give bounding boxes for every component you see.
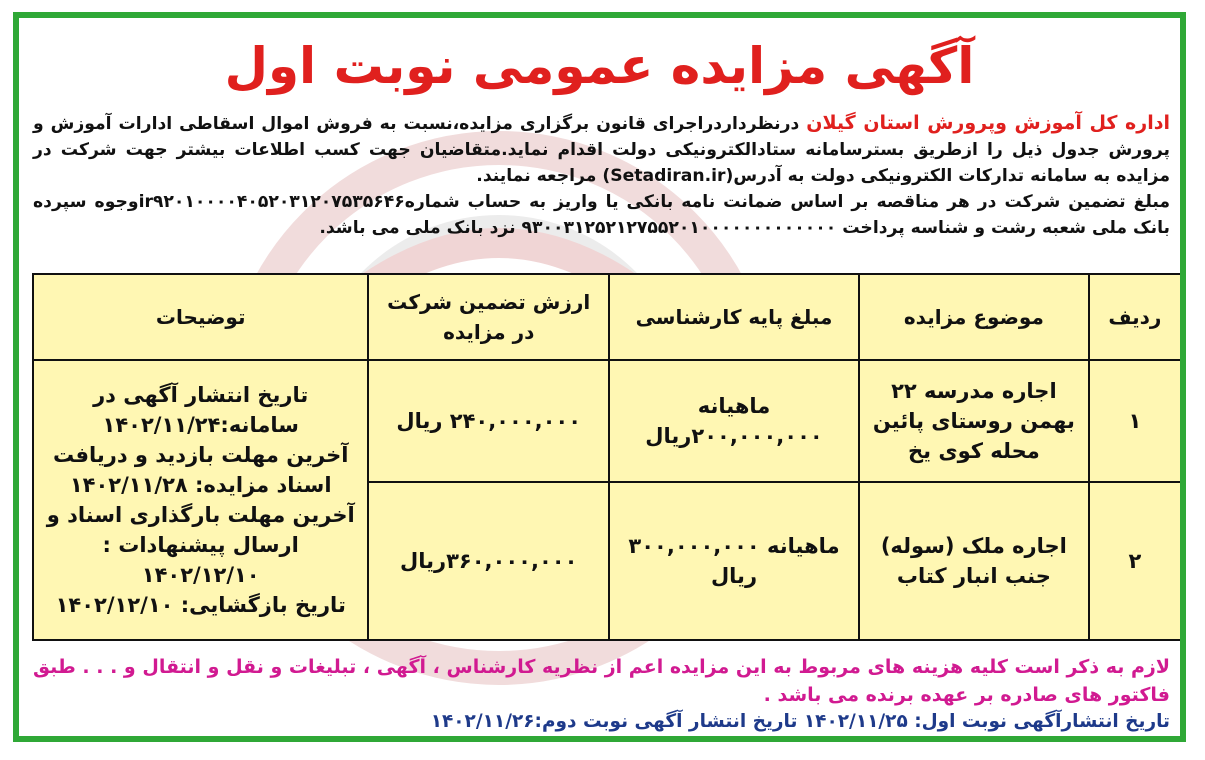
intro-text: درنظرداردراجرای قانون برگزاری مزایده،نسبت به فروش اموال اسقاطی ادارات آموزش و پرورش جدول ذیل را ازطریق بسترسامانه ستادالکترونیکی دولت اقدام نماید.متقاضیان جهت کسب اطلاعات بیشتر جهت شرکت در مزایده به سامانه تدارکات الکترونیکی دولت به آدرس — [33, 114, 1170, 186]
page-title: آگهی مزایده عمومی نوبت اول — [224, 37, 975, 95]
note-visit-deadline: آخرین مهلت بازدید و دریافت اسناد مزایده: ۱۴۰۲/۱۱/۲۸ — [52, 443, 349, 497]
header-notes: توضیحات — [33, 274, 368, 360]
footer — [33, 653, 1170, 735]
deposit-text: مبلغ تضمین شرکت در هر مناقصه بر اساس ضمانت نامه بانکی یا واریز به حساب شماره — [404, 192, 1170, 212]
base-price-cell: ماهیانه ۲۰۰,۰۰۰,۰۰۰ریال — [609, 360, 859, 482]
table-row — [33, 360, 1181, 482]
header-base-price: مبلغ پایه کارشناسی — [609, 274, 859, 360]
note-opening-date: تاریخ بازگشایی: ۱۴۰۲/۱۲/۱۰ — [55, 593, 346, 617]
intro-paragraph — [33, 110, 1170, 241]
organization-name: اداره کل آموزش وپرورش استان گیلان — [806, 112, 1170, 134]
intro-text-end: مراجعه نمایند. — [476, 166, 603, 186]
deposit-text-end: وجوه سپرده بانک ملی شعبه رشت و شناسه پرداخت ۹۳۰۰۳۱۲۵۲۱۲۷۵۵۲۰۱۰۰۰۰۰۰۰۰۰۰۰۰۰ نزد بانک ملی می باشد. — [33, 192, 1170, 238]
deposit-cell: ۳۶۰,۰۰۰,۰۰۰ریال — [368, 482, 609, 640]
notes-cell — [33, 360, 368, 640]
header-row-number: ردیف — [1089, 274, 1181, 360]
website-address: (Setadiran.ir) — [602, 166, 734, 186]
footer-cost-note: لازم به ذکر است کلیه هزینه های مربوط به این مزایده اعم از نظریه کارشناس ، آگهی ، تبلیغات و نقل و انتقال و . . . طبق فاکتور های صادره بر عهده برنده می باشد . — [33, 656, 1170, 706]
advertisement-frame — [13, 12, 1186, 742]
account-number: ir۹۲۰۱۰۰۰۰۴۰۵۲۰۳۱۲۰۷۵۳۵۶۴۶ — [138, 192, 405, 212]
subject-cell: اجاره ملک (سوله) جنب انبار کتاب — [859, 482, 1089, 640]
header-deposit: ارزش تضمین شرکت در مزایده — [368, 274, 609, 360]
row-number: ۲ — [1089, 482, 1181, 640]
header-subject: موضوع مزایده — [859, 274, 1089, 360]
auction-table — [32, 273, 1182, 641]
table-header-row — [33, 274, 1181, 360]
deposit-cell: ۲۴۰,۰۰۰,۰۰۰ ریال — [368, 360, 609, 482]
footer-publish-dates: تاریخ انتشارآگهی نوبت اول: ۱۴۰۲/۱۱/۲۵ تاریخ انتشار آگهی نوبت دوم:۱۴۰۲/۱۱/۲۶ — [430, 711, 1170, 732]
row-number: ۱ — [1089, 360, 1181, 482]
base-price-cell: ماهیانه ۳۰۰,۰۰۰,۰۰۰ ریال — [609, 482, 859, 640]
note-upload-deadline: آخرین مهلت بارگذاری اسناد و ارسال پیشنهادات : ۱۴۰۲/۱۲/۱۰ — [46, 503, 355, 587]
note-publish-date: تاریخ انتشار آگهی در سامانه:۱۴۰۲/۱۱/۲۴ — [93, 383, 309, 437]
subject-cell: اجاره مدرسه ۲۲ بهمن روستای پائین محله کوی یخ — [859, 360, 1089, 482]
